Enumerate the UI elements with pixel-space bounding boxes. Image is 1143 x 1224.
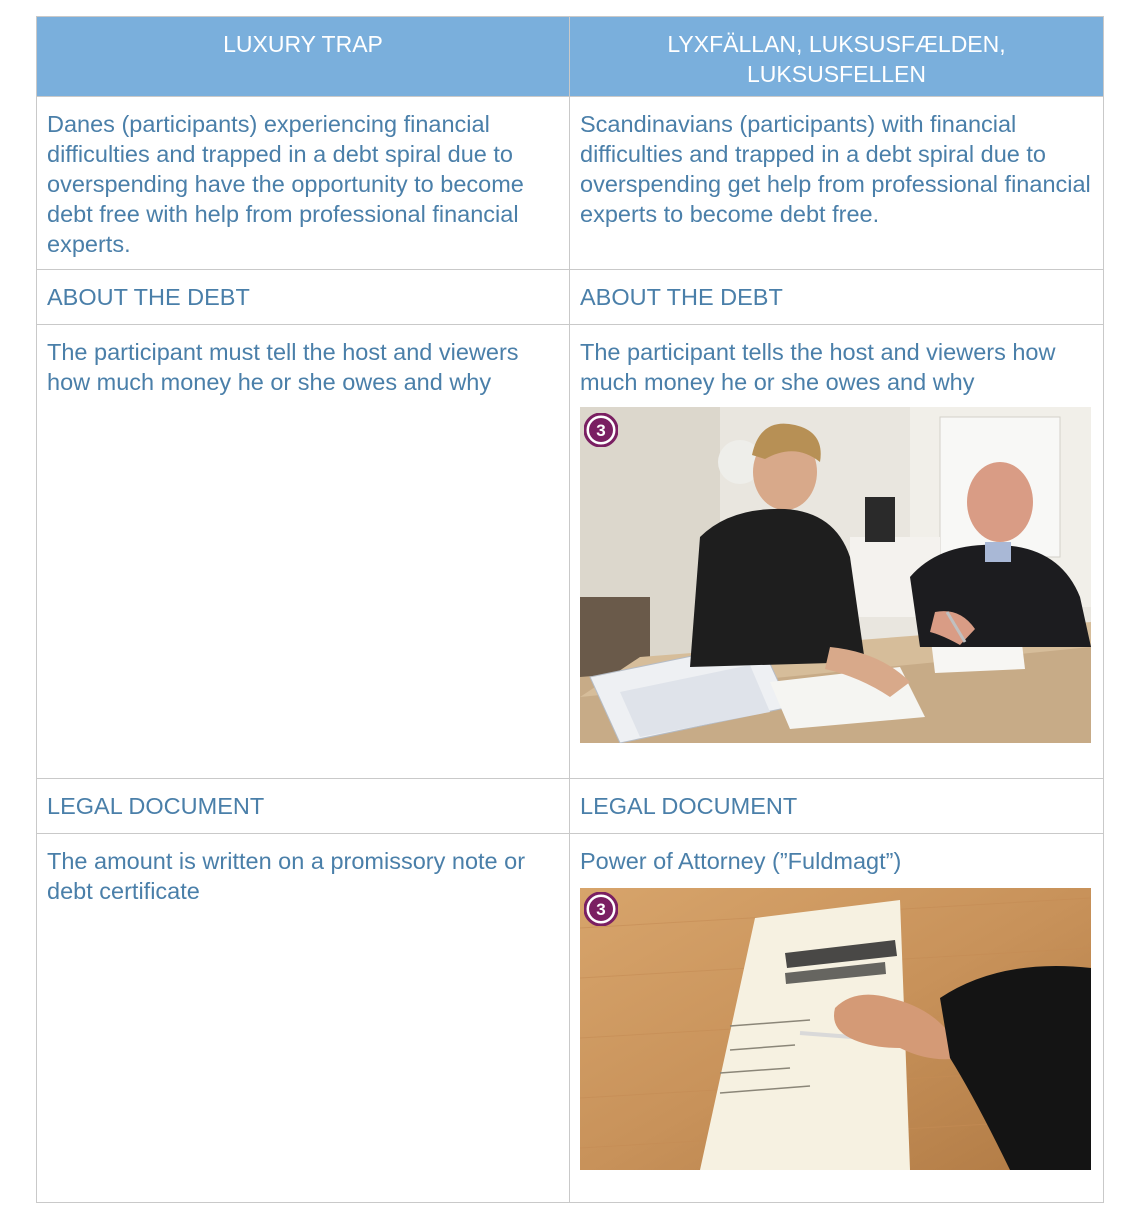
table-row xyxy=(37,325,1104,779)
debt-left-cell xyxy=(37,325,570,779)
header-row xyxy=(37,17,1104,97)
intro-left-cell xyxy=(37,97,570,270)
meeting-photo-illustration xyxy=(580,407,1091,743)
legal-label-left-cell xyxy=(37,779,570,834)
table-row xyxy=(37,834,1104,1203)
legal-label-right-cell xyxy=(570,779,1104,834)
document-photo xyxy=(580,888,1091,1170)
channel-3-logo-icon xyxy=(584,413,618,447)
comparison-table xyxy=(36,16,1104,1203)
header-right-text: LYXFÄLLAN, LUKSUSFÆLDEN, LUKSUSFELLEN xyxy=(667,31,1006,87)
table-row xyxy=(37,270,1104,325)
legal-left-text: The amount is written on a promissory note or debt certificate xyxy=(47,848,526,904)
document-photo-illustration xyxy=(580,888,1091,1170)
logo-number: 3 xyxy=(596,421,606,440)
table-row xyxy=(37,779,1104,834)
intro-right-text: Scandinavians (participants) with financial difficulties and trapped in a debt spiral due to overspending get help from professional financial experts to become debt free. xyxy=(580,111,1091,227)
intro-left-text: Danes (participants) experiencing financial difficulties and trapped in a debt spiral due to overspending have the opportunity to become debt free with help from professional financial experts. xyxy=(47,111,524,257)
legal-right-cell xyxy=(570,834,1104,1203)
debt-label-right-cell xyxy=(570,270,1104,325)
meeting-photo xyxy=(580,407,1091,743)
header-right xyxy=(570,17,1104,97)
legal-right-text: Power of Attorney (”Fuldmagt”) xyxy=(580,848,902,874)
logo-number: 3 xyxy=(596,900,606,919)
debt-right-cell xyxy=(570,325,1104,779)
legal-left-cell xyxy=(37,834,570,1203)
debt-label-left-cell xyxy=(37,270,570,325)
debt-left-text: The participant must tell the host and viewers how much money he or she owes and why xyxy=(47,339,519,395)
legal-label-right: LEGAL DOCUMENT xyxy=(580,793,798,819)
debt-right-text: The participant tells the host and viewers how much money he or she owes and why xyxy=(580,339,1056,395)
legal-label-left: LEGAL DOCUMENT xyxy=(47,793,265,819)
debt-label-left: ABOUT THE DEBT xyxy=(47,284,250,310)
header-left: LUXURY TRAP xyxy=(37,17,570,97)
channel-3-logo-icon xyxy=(584,892,618,926)
intro-right-cell xyxy=(570,97,1104,270)
debt-label-right: ABOUT THE DEBT xyxy=(580,284,783,310)
table-row xyxy=(37,97,1104,270)
